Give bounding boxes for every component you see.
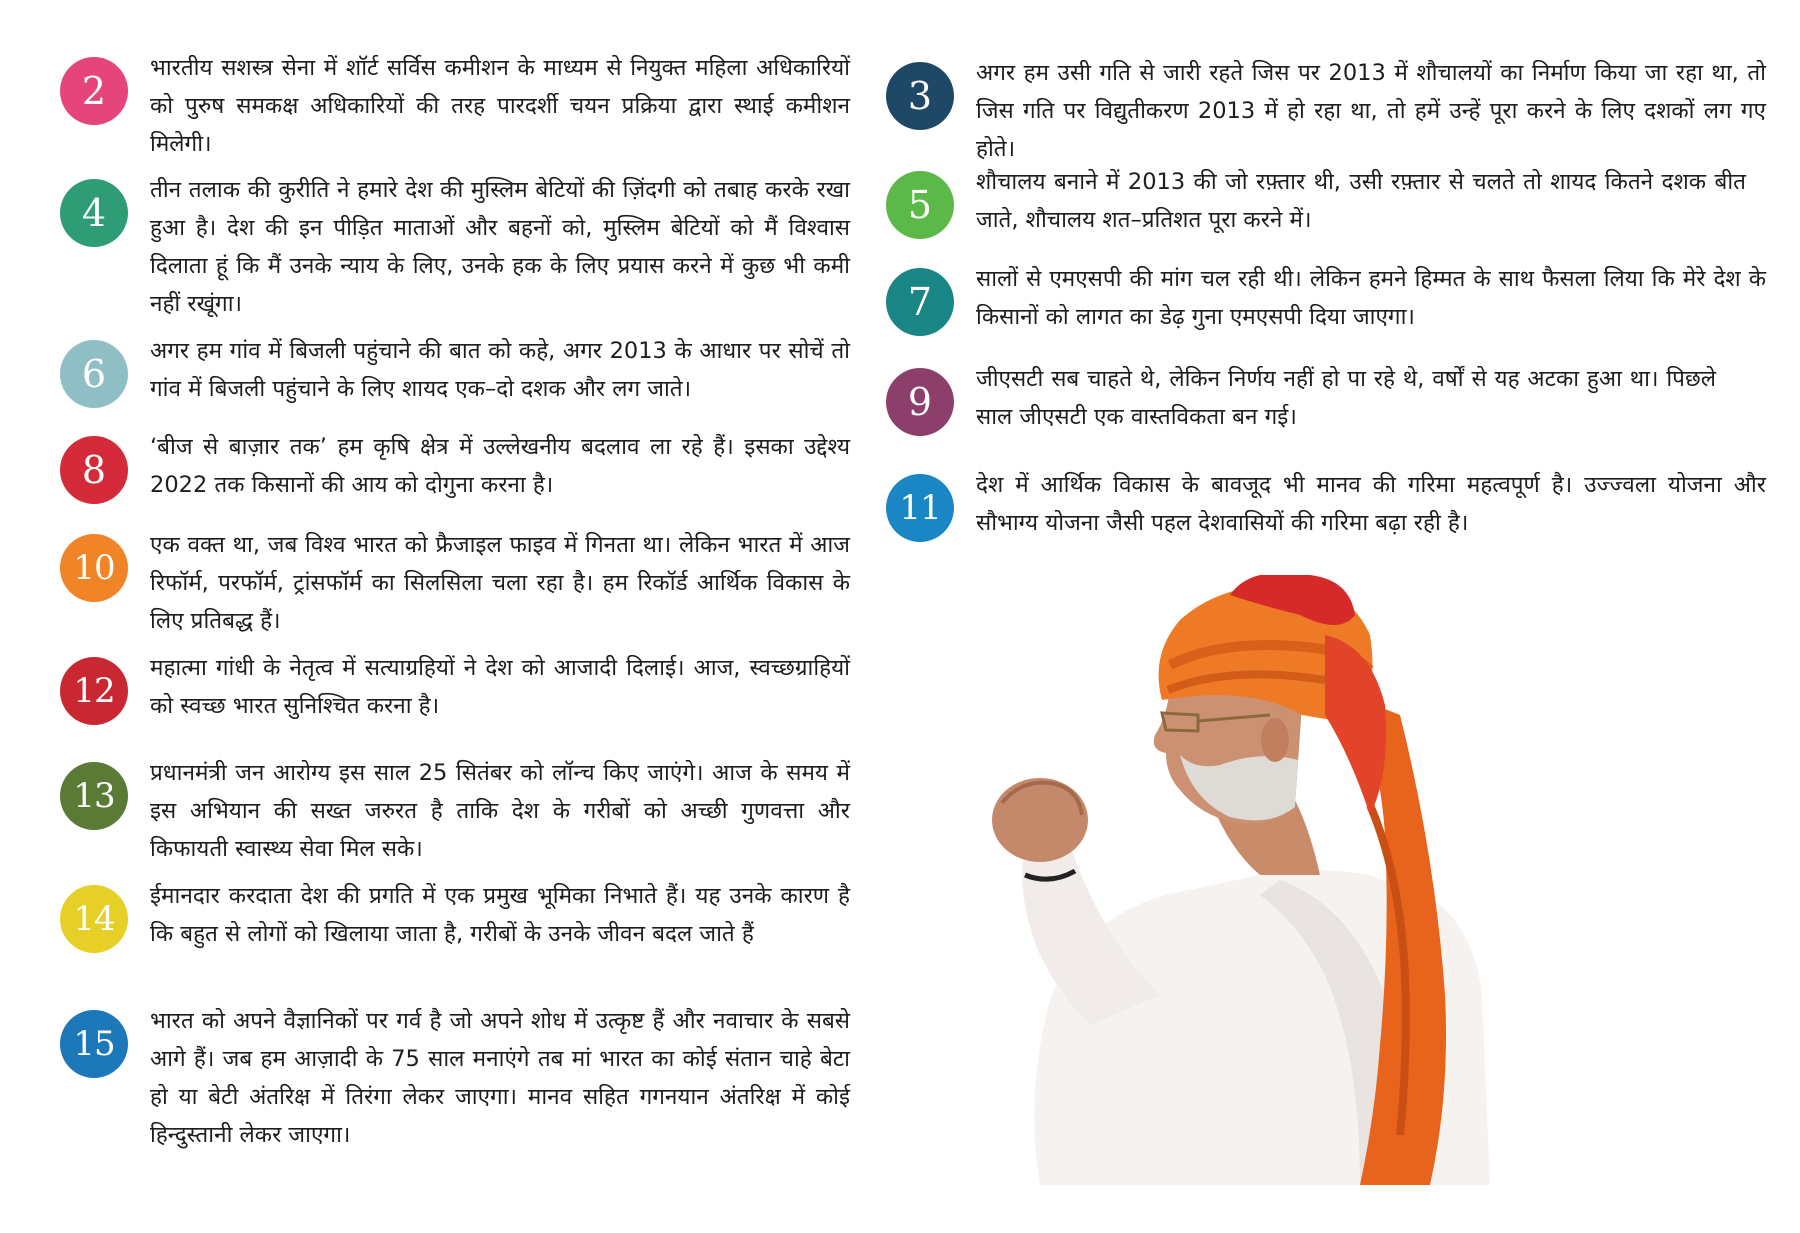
point-text: ‘बीज से बाज़ार तक’ हम कृषि क्षेत्र में उल्लेखनीय बदलाव ला रहे हैं। इसका उद्देश्य 2022 तक किसानों की आय को दोगुना करना है।: [150, 434, 850, 498]
point-text: शौचालय बनाने में 2013 की जो रफ़्तार थी, उसी रफ़्तार से चलते तो शायद कितने दशक बीत जाते, शौचालय शत–प्रतिशत पूरा करने में।: [976, 169, 1746, 233]
number-badge: 7: [886, 268, 954, 336]
number-badge: 13: [60, 762, 128, 830]
number-badge: 4: [60, 179, 128, 247]
point-text: भारतीय सशस्त्र सेना में शॉर्ट सर्विस कमीशन के माध्यम से नियुक्त महिला अधिकारियों को पुरुष समकक्ष अधिकारियों की तरह पारदर्शी चयन प्रक्रिया द्वारा स्थाई कमीशन मिलेगी।: [150, 55, 850, 157]
number-badge: 3: [886, 62, 954, 130]
point-text: ईमानदार करदाता देश की प्रगति में एक प्रमुख भूमिका निभाते हैं। यह उनके कारण है कि बहुत से लोगों को खिलाया जाता है, गरीबों के उनके जीवन बदल जाते हैं: [150, 883, 850, 947]
point-text: महात्मा गांधी के नेतृत्व में सत्याग्रहियों ने देश को आजादी दिलाई। आज, स्वच्छग्राहियों को स्वच्छ भारत सुनिश्चित करना है।: [150, 655, 850, 719]
number-badge: 8: [60, 436, 128, 504]
number-badge: 11: [886, 474, 954, 542]
point-text: अगर हम उसी गति से जारी रहते जिस पर 2013 में शौचालयों का निर्माण किया जा रहा था, तो जिस गति पर विद्युतीकरण 2013 में हो रहा था, तो हमें उन्हें पूरा करने के लिए दशकों लग गए होते।: [976, 60, 1766, 162]
point-text: तीन तलाक की कुरीति ने हमारे देश की मुस्लिम बेटियों की ज़िंदगी को तबाह करके रखा हुआ है। देश की इन पीड़ित माताओं और बहनों को, मुस्लिम बेटियों को मैं विश्वास दिलाता हूं कि मैं उनके न्याय के लिए, उनके हक के लिए प्रयास करने में कुछ भी कमी नहीं रखूंगा।: [150, 177, 850, 317]
leader-photo: [930, 575, 1600, 1185]
point-text: जीएसटी सब चाहते थे, लेकिन निर्णय नहीं हो पा रहे थे, वर्षों से यह अटका हुआ था। पिछले साल जीएसटी एक वास्तविकता बन गई।: [976, 366, 1716, 430]
number-badge: 5: [886, 171, 954, 239]
number-badge: 10: [60, 534, 128, 602]
point-text: सालों से एमएसपी की मांग चल रही थी। लेकिन हमने हिम्मत के साथ फैसला लिया कि मेरे देश के किसानों को लागत का डेढ़ गुना एमएसपी दिया जाएगा।: [976, 266, 1766, 330]
point-text: अगर हम गांव में बिजली पहुंचाने की बात को कहे, अगर 2013 के आधार पर सोचें तो गांव में बिजली पहुंचाने के लिए शायद एक–दो दशक और लग जाते।: [150, 338, 850, 402]
number-badge: 12: [60, 657, 128, 725]
point-text: भारत को अपने वैज्ञानिकों पर गर्व है जो अपने शोध में उत्कृष्ट हैं और नवाचार के सबसे आगे हैं। जब हम आज़ादी के 75 साल मनाएंगे तब मां भारत का कोई संतान चाहे बेटा हो या बेटी अंतरिक्ष में तिरंगा लेकर जाएगा। मानव सहित गगनयान अंतरिक्ष में कोई हिन्दुस्तानी लेकर जाएगा।: [150, 1008, 850, 1148]
number-badge: 9: [886, 368, 954, 436]
number-badge: 6: [60, 340, 128, 408]
point-text: देश में आर्थिक विकास के बावजूद भी मानव की गरिमा महत्वपूर्ण है। उज्ज्वला योजना और सौभाग्य योजना जैसी पहल देशवासियों की गरिमा बढ़ा रही है।: [976, 472, 1766, 536]
number-badge: 2: [60, 57, 128, 125]
point-text: एक वक्त था, जब विश्व भारत को फ्रैजाइल फाइव में गिनता था। लेकिन भारत में आज रिफॉर्म, परफॉर्म, ट्रांसफॉर्म का सिलसिला चला रहा है। हम रिकॉर्ड आर्थिक विकास के लिए प्रतिबद्ध हैं।: [150, 532, 850, 634]
number-badge: 15: [60, 1010, 128, 1078]
point-text: प्रधानमंत्री जन आरोग्य इस साल 25 सितंबर को लॉन्च किए जाएंगे। आज के समय में इस अभियान की सख्त जरुरत है ताकि देश के गरीबों को अच्छी गुणवत्ता और किफायती स्वास्थ्य सेवा मिल सके।: [150, 760, 850, 862]
number-badge: 14: [60, 885, 128, 953]
